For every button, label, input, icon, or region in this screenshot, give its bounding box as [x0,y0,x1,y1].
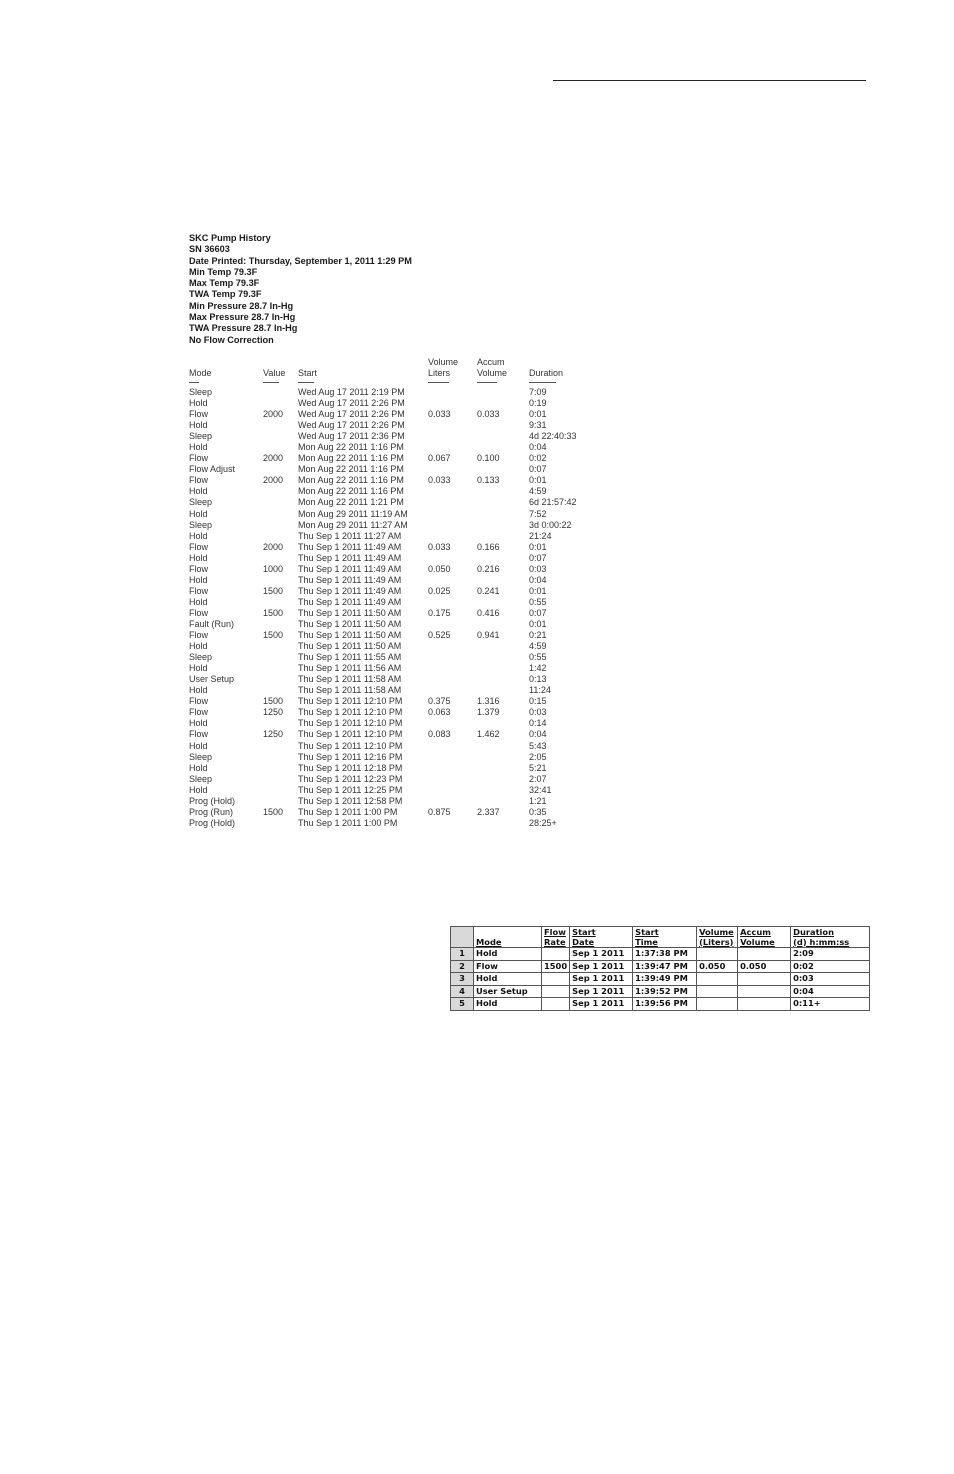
history-cell-mode: Prog (Hold) [189,817,236,828]
history-cell-start: Wed Aug 17 2011 2:19 PM [298,387,405,397]
grid-cell-mode: Hold [474,998,542,1011]
history-cell-value: 1500 [263,630,284,641]
grid-cell-start-time: 1:37:38 PM [633,948,697,961]
pump-events-grid [450,926,870,1011]
header-rule [553,80,866,81]
history-cell-start: Thu Sep 1 2011 12:10 PM [298,740,403,751]
history-cell-mode: Flow [189,475,209,486]
history-cell-accum-volume: 2.337 [477,806,500,817]
grid-cell-mode: Hold [474,948,542,961]
history-cell-start: Thu Sep 1 2011 12:10 PM [298,707,403,718]
history-cell-start: Thu Sep 1 2011 11:27 AM [298,530,402,541]
history-cell-start: Mon Aug 29 2011 11:27 AM [298,519,408,530]
history-cell-mode: Flow [189,585,209,596]
history-cell-mode: User Setup [189,674,235,685]
col-accum-line2: Volume [477,367,508,378]
history-cell-start: Thu Sep 1 2011 12:25 PM [298,784,403,795]
history-cell-accum-volume: 0.166 [477,541,500,552]
history-cell-value: 1250 [263,729,284,740]
history-cell-mode: Fault (Run) [189,618,235,629]
history-cell-mode: Flow [189,409,209,420]
grid-cell-start-date: Sep 1 2011 [570,998,633,1011]
col-volume [428,357,458,378]
history-cell-start: Mon Aug 22 2011 1:21 PM [298,497,404,508]
history-cell-mode: Hold [189,420,208,431]
history-cell-duration: 5:21 [529,762,547,773]
history-cell-mode: Hold [189,718,208,729]
history-cell-start: Thu Sep 1 2011 11:58 AM [298,674,402,685]
max-pressure: Max Pressure 28.7 In-Hg [189,312,296,323]
history-cell-start: Thu Sep 1 2011 12:10 PM [298,729,403,740]
grid-cell-flow-rate [542,998,570,1011]
pump-history-header [189,233,609,346]
history-cell-mode: Hold [189,574,208,585]
grid-cell-flow-rate [542,948,570,961]
history-cell-volume: 0.067 [428,453,451,464]
grid-cell-start-time: 1:39:47 PM [633,960,697,973]
history-cell-duration: 0:35 [529,806,547,817]
history-cell-start: Thu Sep 1 2011 11:50 AM [298,630,402,641]
history-cell-mode: Flow [189,607,209,618]
grid-cell-start-date: Sep 1 2011 [570,948,633,961]
history-cell-mode: Hold [189,641,208,652]
history-cell-accum-volume: 1.462 [477,729,500,740]
history-cell-mode: Flow [189,630,209,641]
history-cell-value: 2000 [263,409,284,420]
history-cell-start: Mon Aug 29 2011 11:19 AM [298,508,408,519]
history-cell-mode: Sleep [189,497,213,508]
col-start: Start [298,368,318,378]
history-cell-mode: Prog (Hold) [189,795,236,806]
grid-cell-start-date: Sep 1 2011 [570,973,633,986]
history-cell-duration: 4d 22:40:33 [529,431,577,442]
history-cell-start: Thu Sep 1 2011 12:58 PM [298,795,403,806]
history-cell-value: 1500 [263,806,284,817]
history-cell-duration: 5:43 [529,740,547,751]
grid-cell-accum-volume [738,948,791,961]
history-cell-duration: 0:19 [529,398,547,409]
history-cell-accum-volume: 0.416 [477,607,500,618]
history-cell-mode: Hold [189,740,208,751]
history-cell-mode: Hold [189,442,208,453]
col-mode: Mode [189,368,212,378]
history-cell-mode: Hold [189,663,208,674]
history-cell-volume: 0.875 [428,806,451,817]
underline [263,382,279,383]
history-cell-mode: Hold [189,596,208,607]
history-cell-accum-volume: 1.379 [477,707,500,718]
history-cell-start: Thu Sep 1 2011 1:00 PM [298,817,398,828]
history-cell-start: Thu Sep 1 2011 11:55 AM [298,652,402,663]
grid-cell-start-date: Sep 1 2011 [570,985,633,998]
history-cell-duration: 0:01 [529,618,547,629]
grid-col-start-time: Start Time [633,927,697,948]
history-cell-duration: 32:41 [529,784,552,795]
history-cell-volume: 0.175 [428,607,451,618]
history-cell-duration: 11:24 [529,685,551,696]
grid-col-mode: Mode [474,927,542,948]
history-cell-duration: 1:42 [529,663,547,674]
history-cell-value: 1500 [263,607,284,618]
history-cell-mode: Hold [189,552,208,563]
history-cell-mode: Hold [189,685,208,696]
history-cell-duration: 0:01 [529,585,547,596]
history-cell-value: 1250 [263,707,284,718]
grid-cell-flow-rate: 1500 [542,960,570,973]
history-cell-duration: 0:13 [529,674,547,685]
history-cell-value: 1000 [263,563,284,574]
history-cell-start: Wed Aug 17 2011 2:26 PM [298,420,405,431]
history-cell-mode: Flow [189,541,209,552]
grid-cell-row-number: 2 [451,960,474,973]
grid-cell-row-number: 4 [451,985,474,998]
history-cell-accum-volume: 0.100 [477,453,500,464]
history-cell-mode: Flow [189,563,209,574]
history-cell-start: Thu Sep 1 2011 11:50 AM [298,641,402,652]
grid-cell-mode: Flow [474,960,542,973]
history-cell-volume: 0.033 [428,541,451,552]
history-cell-mode: Hold [189,784,208,795]
grid-row[interactable] [451,985,870,998]
history-cell-accum-volume: 0.216 [477,563,500,574]
grid-cell-volume [697,998,738,1011]
history-cell-mode: Sleep [189,431,213,442]
history-cell-value: 1500 [263,696,284,707]
history-cell-volume: 0.525 [428,630,451,641]
grid-col-duration: Duration (d) h:mm:ss [791,927,870,948]
history-cell-volume: 0.025 [428,585,451,596]
history-cell-duration: 0:55 [529,596,547,607]
history-cell-start: Thu Sep 1 2011 11:49 AM [298,585,402,596]
history-cell-duration: 7:09 [529,387,547,397]
col-volume-line2: Liters [428,367,451,378]
underline [529,382,556,383]
grid-cell-flow-rate [542,973,570,986]
grid-cell-row-number: 5 [451,998,474,1011]
history-cell-duration: 0:07 [529,552,547,563]
grid-cell-start-date: Sep 1 2011 [570,960,633,973]
underline [477,382,497,383]
history-cell-mode: Sleep [189,652,213,663]
history-cell-start: Thu Sep 1 2011 11:58 AM [298,685,402,696]
history-cell-mode: Sleep [189,773,213,784]
grid-col-volume: Volume (Liters) [697,927,738,948]
grid-rows [451,948,870,1011]
history-cell-duration: 4:59 [529,641,547,652]
flow-correction: No Flow Correction [189,334,274,345]
history-cell-accum-volume: 1.316 [477,696,500,707]
history-cell-start: Thu Sep 1 2011 1:00 PM [298,806,398,817]
underline [428,382,449,383]
history-cell-start: Thu Sep 1 2011 11:49 AM [298,596,402,607]
history-cell-duration: 28:25+ [529,817,557,828]
grid-corner [451,927,474,948]
history-cell-duration: 0:01 [529,475,547,486]
history-cell-accum-volume: 0.941 [477,630,500,641]
grid-cell-duration: 2:09 [791,948,870,961]
grid-row[interactable] [451,998,870,1011]
history-cell-start: Thu Sep 1 2011 12:23 PM [298,773,403,784]
grid-cell-duration: 0:03 [791,973,870,986]
grid-row[interactable] [451,960,870,973]
grid-col-start-date: Start Date [570,927,633,948]
history-cell-duration: 0:15 [529,696,547,707]
history-cell-duration: 0:03 [529,563,547,574]
history-cell-value: 1500 [263,585,284,596]
history-cell-volume: 0.375 [428,696,451,707]
grid-cell-accum-volume [738,985,791,998]
history-cell-duration: 7:52 [529,508,547,519]
underline [189,382,199,383]
grid-cell-volume [697,948,738,961]
history-cell-start: Thu Sep 1 2011 12:10 PM [298,718,403,729]
history-cell-mode: Flow [189,453,209,464]
grid-cell-start-time: 1:39:52 PM [633,985,697,998]
col-value: Value [263,368,286,378]
history-cell-accum-volume: 0.241 [477,585,500,596]
history-cell-accum-volume: 0.133 [477,475,500,486]
min-pressure: Min Pressure 28.7 In-Hg [189,300,294,311]
history-cell-start: Wed Aug 17 2011 2:26 PM [298,409,405,420]
history-cell-duration: 9:31 [529,420,547,431]
history-cell-mode: Hold [189,398,208,409]
col-duration: Duration [529,368,564,378]
history-cell-duration: 0:07 [529,607,547,618]
grid-row[interactable] [451,973,870,986]
history-cell-start: Thu Sep 1 2011 11:49 AM [298,574,402,585]
grid-cell-duration: 0:11+ [791,998,870,1011]
grid-cell-start-time: 1:39:49 PM [633,973,697,986]
history-cell-start: Mon Aug 22 2011 1:16 PM [298,453,404,464]
history-cell-start: Thu Sep 1 2011 11:50 AM [298,607,402,618]
grid-cell-volume: 0.050 [697,960,738,973]
history-cell-duration: 21:24 [529,530,552,541]
twa-temp: TWA Temp 79.3F [189,289,262,300]
history-cell-start: Thu Sep 1 2011 11:49 AM [298,563,402,574]
max-temp: Max Temp 79.3F [189,278,260,289]
history-cell-mode: Sleep [189,387,213,397]
history-cell-duration: 0:02 [529,453,547,464]
history-cell-start: Mon Aug 22 2011 1:16 PM [298,464,404,475]
col-accum-line1: Accum [477,357,505,367]
history-cell-volume: 0.063 [428,707,451,718]
history-cell-mode: Hold [189,508,208,519]
grid-cell-duration: 0:04 [791,985,870,998]
col-accum [477,357,507,378]
history-cell-duration: 0:14 [529,718,547,729]
history-cell-duration: 2:05 [529,751,547,762]
history-cell-mode: Flow [189,707,209,718]
grid-cell-start-time: 1:39:56 PM [633,998,697,1011]
history-cell-accum-volume: 0.033 [477,409,500,420]
history-cell-duration: 1:21 [529,795,547,806]
history-cell-value: 2000 [263,475,284,486]
history-cell-mode: Flow Adjust [189,464,236,475]
history-cell-duration: 4:59 [529,486,547,497]
history-cell-value: 2000 [263,541,284,552]
history-cell-volume: 0.033 [428,409,451,420]
history-cell-start: Thu Sep 1 2011 12:18 PM [298,762,403,773]
history-cell-duration: 6d 21:57:42 [529,497,577,508]
history-cell-mode: Sleep [189,519,213,530]
history-cell-mode: Prog (Run) [189,806,234,817]
history-cell-start: Thu Sep 1 2011 11:56 AM [298,663,402,674]
history-cell-duration: 0:01 [529,541,547,552]
history-cell-duration: 0:04 [529,442,547,453]
grid-row[interactable] [451,948,870,961]
history-cell-start: Mon Aug 22 2011 1:16 PM [298,442,404,453]
history-cell-mode: Sleep [189,751,213,762]
history-cell-volume: 0.033 [428,475,451,486]
grid-cell-volume [697,973,738,986]
history-cell-duration: 0:01 [529,409,547,420]
history-cell-volume: 0.083 [428,729,451,740]
history-cell-start: Mon Aug 22 2011 1:16 PM [298,475,404,486]
col-volume-line1: Volume [428,357,459,367]
history-cell-mode: Hold [189,530,208,541]
history-cell-mode: Flow [189,696,209,707]
date-printed: Date Printed: Thursday, September 1, 2011 1:29 PM [189,255,412,266]
grid-header-row [451,927,870,948]
grid-cell-duration: 0:02 [791,960,870,973]
report-title: SKC Pump History [189,233,271,243]
history-cell-duration: 0:03 [529,707,547,718]
history-cell-volume: 0.050 [428,563,451,574]
history-cell-start: Thu Sep 1 2011 11:49 AM [298,541,402,552]
history-cell-mode: Flow [189,729,209,740]
grid-col-flow-rate: Flow Rate [542,927,570,948]
history-cell-duration: 2:07 [529,773,547,784]
grid-cell-volume [697,985,738,998]
history-cell-duration: 0:07 [529,464,547,475]
history-cell-start: Wed Aug 17 2011 2:26 PM [298,398,405,409]
history-cell-start: Thu Sep 1 2011 11:50 AM [298,618,402,629]
grid-cell-flow-rate [542,985,570,998]
history-cell-start: Mon Aug 22 2011 1:16 PM [298,486,404,497]
history-cell-mode: Hold [189,762,208,773]
grid-col-accum: Accum Volume [738,927,791,948]
history-cell-start: Thu Sep 1 2011 11:49 AM [298,552,402,563]
history-cell-mode: Hold [189,486,208,497]
min-temp: Min Temp 79.3F [189,266,258,277]
history-cell-duration: 0:04 [529,729,547,740]
history-cell-duration: 0:04 [529,574,547,585]
history-cell-duration: 3d 0:00:22 [529,519,572,530]
history-cell-start: Thu Sep 1 2011 12:10 PM [298,696,403,707]
grid-cell-mode: User Setup [474,985,542,998]
twa-pressure: TWA Pressure 28.7 In-Hg [189,323,298,334]
grid-cell-row-number: 1 [451,948,474,961]
grid-cell-accum-volume [738,998,791,1011]
grid-cell-mode: Hold [474,973,542,986]
serial-number: SN 36603 [189,244,230,255]
history-cell-value: 2000 [263,453,284,464]
history-cell-start: Wed Aug 17 2011 2:36 PM [298,431,405,442]
history-cell-duration: 0:21 [529,630,547,641]
grid-cell-accum-volume [738,973,791,986]
grid-cell-accum-volume: 0.050 [738,960,791,973]
grid-cell-row-number: 3 [451,973,474,986]
history-cell-duration: 0:55 [529,652,547,663]
underline [298,382,314,383]
history-cell-start: Thu Sep 1 2011 12:16 PM [298,751,403,762]
